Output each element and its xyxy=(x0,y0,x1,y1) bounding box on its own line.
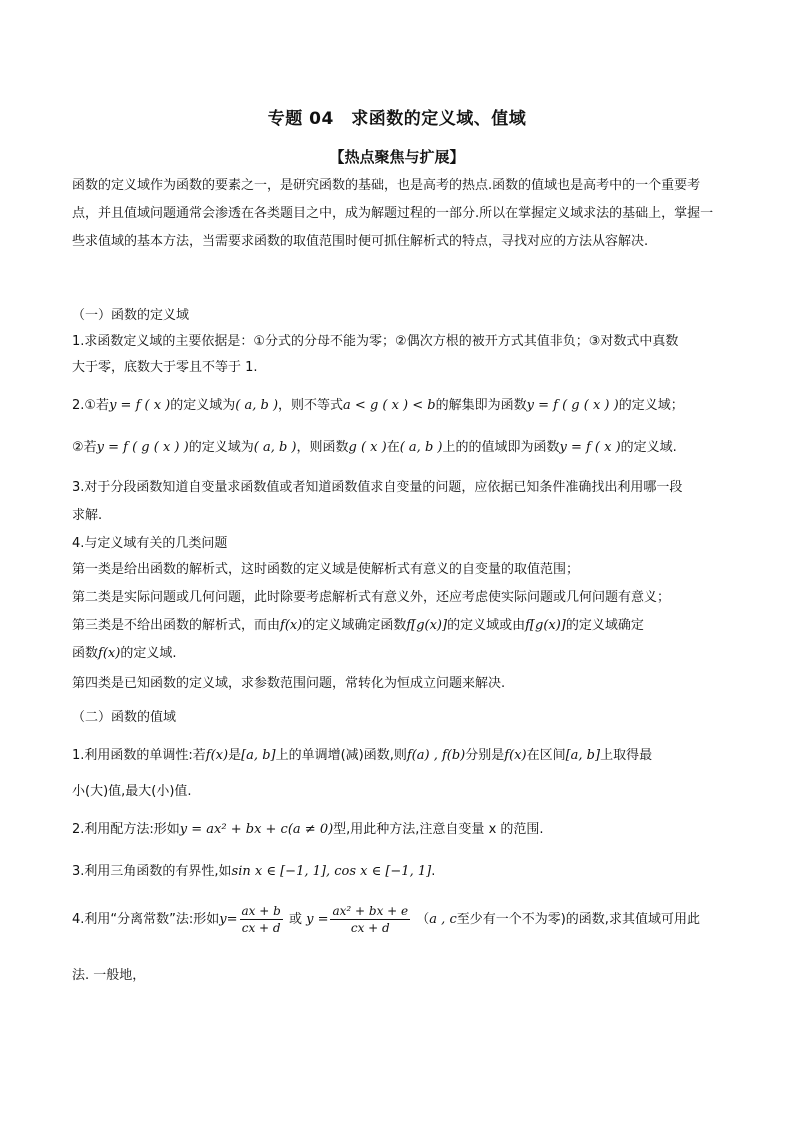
fraction-1: $\frac{ax + b}{cx + d}$ xyxy=(241,904,281,935)
s1-item4-type1: 第一类是给出函数的解析式，这时函数的定义域是使解析式有意义的自变量的取值范围； xyxy=(72,562,580,577)
section1-heading: （一）函数的定义域 xyxy=(72,308,190,323)
s1-item4-type2: 第二类是实际问题或几何问题，此时除要考虑解析式有意义外，还应考虑使实际问题或几何问题有意义； xyxy=(72,590,671,605)
s2-item4-line1: 4.利用“分离常数”法:形如y= $\frac{ax + b}{cx + d}$ 或 y = $\frac{\text{ax² + bx + e}}{cx + d}$ （a , c至少有一个不为零)的函数,求其值域可用此 xyxy=(72,904,700,935)
s1-item4-heading: 4.与定义域有关的几类问题 xyxy=(72,536,228,551)
s1-item4-type3: 第三类是不给出函数的解析式，而由f(x)的定义域确定函数f[g(x)]的定义域或由f[g(x)]的定义域确定 xyxy=(72,618,644,633)
s1-item4-type3-cont: 函数f(x)的定义域. xyxy=(72,646,177,661)
fraction-2: $\frac{\text{ax² + bx + e}}{cx + d}$ xyxy=(332,904,409,935)
s1-item3-line2: 求解. xyxy=(72,508,103,523)
s1-item3-line1: 3.对于分段函数知道自变量求函数值或者知道函数值求自变量的问题，应依据已知条件准确找出利用哪一段 xyxy=(72,480,683,495)
s2-item2: 2.利用配方法:形如y = ax² + bx + c(a ≠ 0)型,用此种方法,注意自变量 x 的范围. xyxy=(72,822,544,837)
s2-item4-line2: 法. 一般地， xyxy=(72,968,146,983)
s1-item2-line1: 2.①若y = f ( x )的定义域为( a, b )，则不等式a < g ( x ) < b的解集即为函数y = f ( g ( x ) )的定义域； xyxy=(72,398,684,413)
s2-item3: 3.利用三角函数的有界性,如sin x ∈ [−1, 1], cos x ∈ [−1, 1]. xyxy=(72,864,436,879)
s1-item1-line1: 1.求函数定义域的主要依据是：①分式的分母不能为零；②偶次方根的被开方式其值非负；③对数式中真数 xyxy=(72,334,679,349)
intro-paragraph: 函数的定义域作为函数的要素之一，是研究函数的基础，也是高考的热点.函数的值域也是高考中的一个重要考点，并且值域问题通常会渗透在各类题目之中，成为解题过程的一部分.所以在掌握定义域求法的基础上，掌握一些求值域的基本方法，当需要求函数的取值范围时便可抓住解析式的特点，寻找对应的方法从容解决. xyxy=(72,178,714,249)
page-title: 专题 04 求函数的定义域、值域 xyxy=(267,109,527,129)
s1-item2-line2: ②若y = f ( g ( x ) )的定义域为( a, b )，则函数g ( x )在( a, b )上的的值域即为函数y = f ( x )的定义域. xyxy=(72,440,677,455)
section2-heading: （二）函数的值域 xyxy=(72,710,177,725)
s2-item1-line2: 小(大)值,最大(小)值. xyxy=(72,784,192,799)
s1-item1-line2: 大于零，底数大于零且不等于 1. xyxy=(72,360,258,375)
s2-item1-line1: 1.利用函数的单调性:若f(x)是[a, b]上的单调增(减)函数,则f(a) , f(b)分别是f(x)在区间[a, b]上取得最 xyxy=(72,748,653,763)
s1-item4-type4: 第四类是已知函数的定义域，求参数范围问题，常转化为恒成立问题来解决. xyxy=(72,676,506,691)
section-subtitle: 【热点聚焦与扩展】 xyxy=(329,148,465,166)
